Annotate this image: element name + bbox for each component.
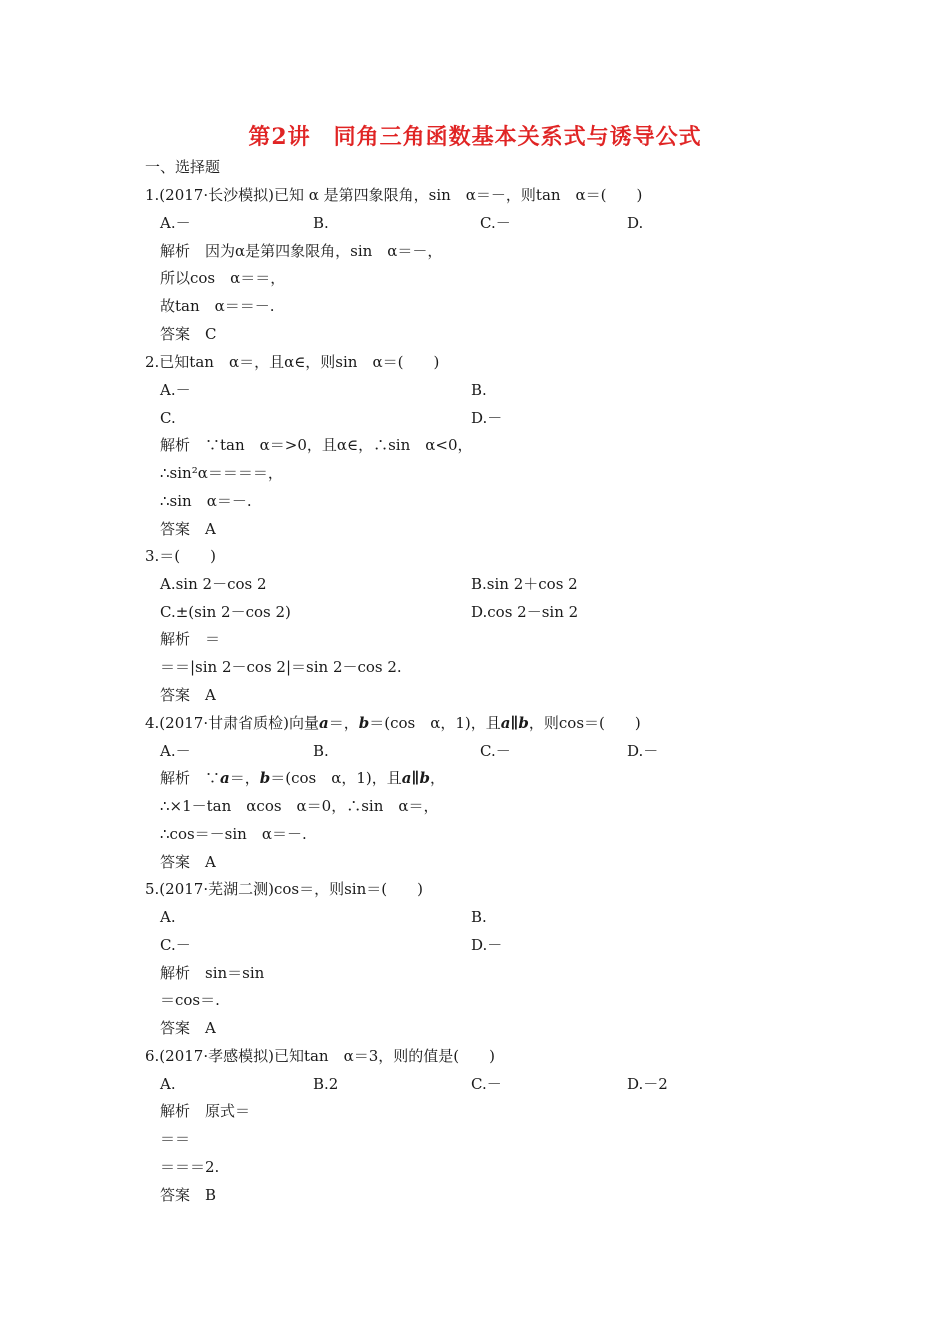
q6-option-b: B.2: [313, 1075, 339, 1093]
q2-answer: 答案 A: [160, 520, 216, 538]
q6-option-d: D.－2: [627, 1075, 668, 1093]
q2-solution-line: ∴sin²α＝＝＝＝，: [160, 464, 283, 482]
q4-option-b: B.: [313, 742, 329, 760]
q4-solution-line: 解析 ∵a＝，b＝(cos α，1)，且a∥b，: [160, 769, 445, 787]
q4-option-a: A.－: [160, 742, 191, 760]
q3-option-d: D.cos 2－sin 2: [471, 603, 579, 621]
q3-answer: 答案 A: [160, 686, 216, 704]
q5-solution-line: 解析 sin＝sin: [160, 964, 265, 982]
page-title: 第2讲 同角三角函数基本关系式与诱导公式: [248, 124, 702, 150]
q2-stem: 2.已知tan α＝，且α∈，则sin α＝( ): [145, 353, 440, 371]
q3-option-c: C.±(sin 2－cos 2): [160, 603, 291, 621]
q1-option-a: A.－: [160, 214, 191, 232]
q4-option-c: C.－: [480, 742, 511, 760]
q6-answer: 答案 B: [160, 1186, 217, 1204]
q5-option-b: B.: [471, 908, 487, 926]
q2-option-b: B.: [471, 381, 487, 399]
q5-option-a: A.: [160, 908, 176, 926]
q3-option-b: B.sin 2＋cos 2: [471, 575, 578, 593]
q4-solution-line: ∴cos＝－sin α＝－.: [160, 825, 307, 843]
q4-solution-line: ∴×1－tan αcos α＝0，∴sin α＝，: [160, 797, 439, 815]
q6-stem: 6.(2017·孝感模拟)已知tan α＝3，则的值是( ): [145, 1047, 495, 1065]
vector-a: a: [318, 714, 329, 732]
q6-solution-line: ＝＝: [160, 1130, 191, 1148]
q3-solution-line: 解析 ＝: [160, 630, 221, 648]
q1-solution-line: 所以cos α＝＝，: [160, 269, 286, 287]
section-heading: 一、选择题: [145, 158, 221, 176]
q2-solution-line: 解析 ∵tan α＝>0，且α∈，∴sin α<0，: [160, 436, 473, 454]
q1-option-d: D.: [627, 214, 644, 232]
q4-option-d: D.－: [627, 742, 659, 760]
q6-solution-line: 解析 原式＝: [160, 1102, 251, 1120]
q3-option-a: A.sin 2－cos 2: [160, 575, 267, 593]
q5-stem: 5.(2017·芜湖二测)cos＝，则sin＝( ): [145, 880, 423, 898]
q5-solution-line: ＝cos＝.: [160, 991, 220, 1009]
q5-option-d: D.－: [471, 936, 503, 954]
q1-solution-line: 解析 因为α是第四象限角，sin α＝－，: [160, 242, 443, 260]
q2-option-c: C.: [160, 409, 176, 427]
q6-option-c: C.－: [471, 1075, 502, 1093]
q1-option-b: B.: [313, 214, 329, 232]
q4-answer: 答案 A: [160, 853, 216, 871]
q2-option-a: A.－: [160, 381, 191, 399]
parallel-condition: a∥b: [500, 714, 529, 732]
q4-stem: 4.(2017·甘肃省质检)向量a＝，b＝(cos α，1)，且a∥b，则cos＝( ): [145, 714, 641, 732]
q3-solution-line: ＝＝|sin 2－cos 2|＝sin 2－cos 2.: [160, 658, 402, 676]
q1-solution-line: 故tan α＝＝－.: [160, 297, 275, 315]
q3-stem: 3.＝( ): [145, 547, 217, 565]
q2-solution-line: ∴sin α＝－.: [160, 492, 252, 510]
q6-option-a: A.: [160, 1075, 176, 1093]
vector-b: b: [358, 714, 370, 732]
q6-solution-line: ＝＝＝2.: [160, 1158, 220, 1176]
q5-option-c: C.－: [160, 936, 191, 954]
q5-answer: 答案 A: [160, 1019, 216, 1037]
q1-option-c: C.－: [480, 214, 511, 232]
q2-option-d: D.－: [471, 409, 503, 427]
q1-answer: 答案 C: [160, 325, 217, 343]
q1-stem: 1.(2017·长沙模拟)已知 α 是第四象限角，sin α＝－，则tan α＝( ): [145, 186, 643, 204]
